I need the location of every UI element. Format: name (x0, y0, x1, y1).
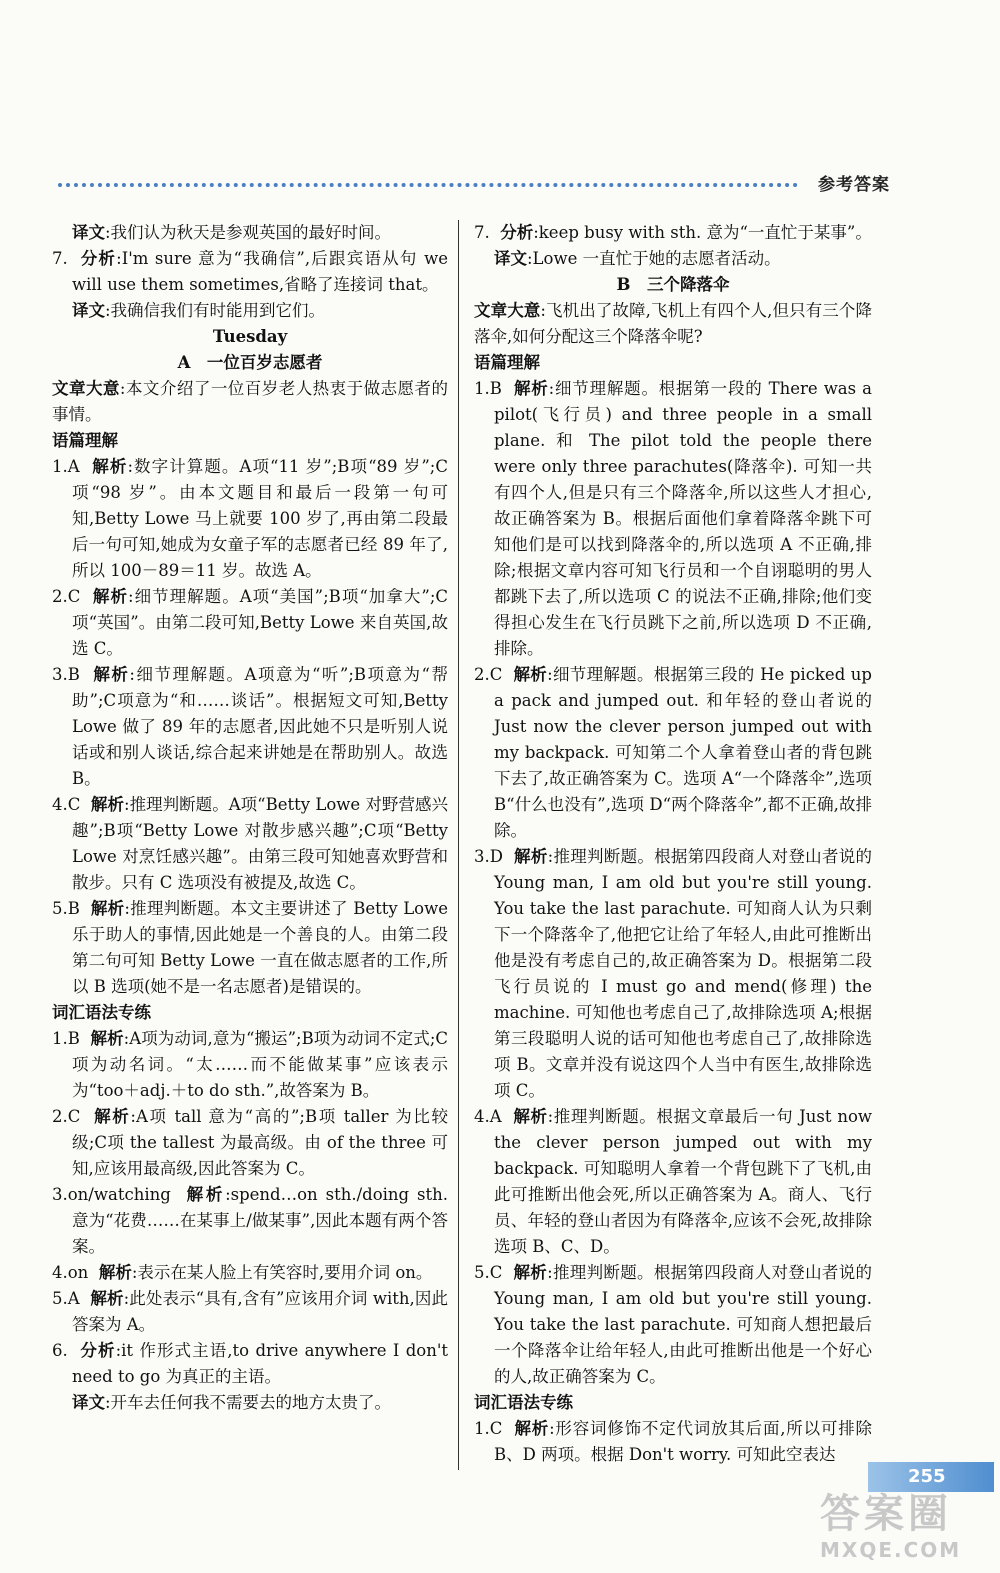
paragraph-text: :开车去任何我不需要去的地方太贵了。 (105, 1393, 392, 1412)
item-number: 4.on (52, 1263, 89, 1282)
paragraph-label: 解析 (513, 1107, 548, 1126)
item-number: 3.B (52, 665, 80, 684)
paragraph-label: 译文 (72, 1393, 105, 1412)
item-number: 4.A (474, 1107, 502, 1126)
paragraph-text: :I'm sure 意为“我确信”,后跟宾语从句 we will use them sometimes,省略了连接词 that。 (72, 249, 448, 294)
paragraph-text: :Lowe 一直忙于她的志愿者活动。 (527, 249, 781, 268)
left-column-paragraph (52, 428, 448, 454)
item-number: 5.B (52, 899, 80, 918)
paragraph-label: 译文 (494, 249, 527, 268)
paragraph-label: 解析 (513, 665, 548, 684)
paragraph-text: :推理判断题。本文主要讲述了 Betty Lowe 乐于助人的事情,因此她是一个善良的人。由第二段第二句可知 Betty Lowe 一直在做志愿者的工作,所以 B 选项(她不是一名志愿者)是错误的。 (72, 899, 448, 996)
left-column-paragraph (52, 1286, 448, 1338)
header-dotted-rule (58, 183, 798, 187)
paragraph-text: :细节理解题。根据第三段的 He picked up a pack and jumped out. 和年轻的登山者说的 Just now the clever person jumped out with my backpack. 可知第二个人拿着登山者的背包跳下去了,故正确答案为 C。选项 A“一个降落伞”,选项 B“什么也没有”,选项 D“两个降落伞”,都不正确,故排除。 (494, 665, 872, 840)
paragraph-label: 解析 (90, 795, 124, 814)
right-column-paragraph (474, 272, 872, 298)
paragraph-text: :飞机出了故障,飞机上有四个人,但只有三个降落伞,如何分配这三个降落伞呢? (474, 301, 872, 346)
paragraph-text: :推理判断题。根据文章最后一句 Just now the clever person jumped out with my backpack. 可知聪明人拿着一个背包跳下了飞机,由此可推断出他会死,所以正确答案为 A。商人、飞行员、年轻的登山者因为有降落伞,应该不会死,故排除选项 B、C、D。 (494, 1107, 873, 1256)
paragraph-text: 语篇理解 (474, 353, 540, 372)
paragraph-label: 分析 (500, 223, 534, 242)
item-number: 1.B (52, 1029, 80, 1048)
left-column-paragraph (52, 662, 448, 792)
right-column-paragraph (474, 1416, 872, 1468)
paragraph-text: 语篇理解 (52, 431, 118, 450)
paragraph-text: :keep busy with sth. 意为“一直忙于某事”。 (533, 223, 872, 242)
paragraph-text: :表示在某人脸上有笑容时,要用介词 on。 (131, 1263, 433, 1282)
paragraph-text: :spend…on sth./doing sth. 意为“花费……在某事上/做某事”,因此本题有两个答案。 (72, 1185, 448, 1256)
left-column-paragraph (52, 246, 448, 298)
right-column-paragraph (474, 220, 872, 246)
watermark-top: 答案圈 (820, 1491, 952, 1537)
paragraph-text: :细节理解题。A项意为“听”;B项意为“帮助”;C项意为“和……谈话”。根据短文可知,Betty Lowe 做了 89 年的志愿者,因此她不只是听别人说话或和别人谈话,综合起来讲她是在帮助别人。故选 B。 (72, 665, 448, 788)
item-number: 1.A (52, 457, 80, 476)
right-column-paragraph (474, 350, 872, 376)
paragraph-text: 词汇语法专练 (52, 1003, 151, 1022)
paragraph-label: 解析 (186, 1185, 226, 1204)
right-column (474, 220, 872, 1468)
paragraph-label: 解析 (98, 1263, 132, 1282)
item-number: 1.C (474, 1419, 503, 1438)
right-column-paragraph (474, 246, 872, 272)
paragraph-text: B 三个降落伞 (616, 275, 730, 294)
paragraph-label: 文章大意 (474, 301, 541, 320)
left-column (52, 220, 448, 1416)
right-column-paragraph (474, 1390, 872, 1416)
header-title: 参考答案 (818, 175, 890, 195)
watermark-logo (820, 1490, 995, 1565)
paragraph-label: 解析 (514, 1419, 550, 1438)
left-column-paragraph (52, 1026, 448, 1104)
paragraph-text: :本文介绍了一位百岁老人热衷于做志愿者的事情。 (52, 379, 449, 424)
paragraph-text: :细节理解题。根据第一段的 There was a pilot(飞行员) and three people in a small plane. 和 The pilot told the people there were only three parachutes(降落伞). 可知一共有四个人,但是只有三个降落伞,所以这些人才担心,故正确答案为 B。根据后面他们拿着降落伞跳下可知他们是可以找到降落伞的,所以选项 A 不正确,排除;根据文章内容可知飞行员和一个自诩聪明的男人都跳下去了,所以选项 C 的说法不正确,排除;他们变得担心发生在飞行员跳下之前,所以选项 D 不正确,排除。 (494, 379, 872, 658)
paragraph-text: :我们认为秋天是参观英国的最好时间。 (105, 223, 392, 242)
item-number: 6. (52, 1341, 68, 1360)
item-number: 5.C (474, 1263, 503, 1282)
item-number: 2.C (474, 665, 503, 684)
paragraph-label: 解析 (513, 1263, 548, 1282)
item-number: 7. (474, 223, 490, 242)
paragraph-text: :细节理解题。A项“美国”;B项“加拿大”;C项“英国”。由第二段可知,Betty Lowe 来自英国,故选 C。 (72, 587, 449, 658)
paragraph-label: 文章大意 (52, 379, 120, 398)
left-column-paragraph (52, 584, 448, 662)
paragraph-label: 解析 (514, 847, 548, 866)
left-column-paragraph (52, 454, 448, 584)
right-column-paragraph (474, 1260, 872, 1390)
right-column-paragraph (474, 1104, 872, 1260)
left-column-paragraph (52, 350, 448, 376)
paragraph-text: :推理判断题。根据第四段商人对登山者说的 Young man, I am old but you're still young. You take the last parachute. 可知商人想把最后一个降落伞让给年轻人,由此可推断出他是一个好心的人,故正确答案为 C。 (494, 1263, 873, 1386)
left-column-paragraph (52, 792, 448, 896)
column-divider (458, 220, 459, 1470)
left-column-paragraph (52, 1104, 448, 1182)
left-column-paragraph (52, 298, 448, 324)
item-number: 3.on/watching (52, 1185, 171, 1204)
left-column-paragraph (52, 324, 448, 350)
paragraph-text: :it 作形式主语,to drive anywhere I don't need to go 为真正的主语。 (72, 1341, 449, 1386)
left-column-paragraph (52, 376, 448, 428)
paragraph-label: 解析 (90, 1029, 124, 1048)
paragraph-text: :A项 tall 意为“高的”;B项 taller 为比较级;C项 the tallest 为最高级。由 of the three 可知,应该用最高级,因此答案为 C。 (72, 1107, 448, 1178)
paragraph-text: 词汇语法专练 (474, 1393, 573, 1412)
paragraph-label: 分析 (80, 1341, 116, 1360)
left-column-paragraph (52, 1260, 448, 1286)
paragraph-label: 解析 (90, 1289, 124, 1308)
left-column-paragraph (52, 1338, 448, 1390)
watermark-bottom: MXQE.COM (820, 1538, 962, 1562)
left-column-paragraph (52, 1000, 448, 1026)
item-number: 4.C (52, 795, 81, 814)
paragraph-text: :形容词修饰不定代词放其后面,所以可排除 B、D 两项。根据 Don't worry. 可知此空表达 (494, 1419, 872, 1464)
item-number: 7. (52, 249, 68, 268)
page-number: 255 (868, 1462, 994, 1492)
paragraph-label: 解析 (90, 899, 125, 918)
paragraph-label: 解析 (93, 665, 130, 684)
right-column-paragraph (474, 844, 872, 1104)
right-column-paragraph (474, 376, 872, 662)
paragraph-text: :数字计算题。A项“11 岁”;B项“89 岁”;C项“98 岁”。由本文题目和最后一段第一句可知,Betty Lowe 马上就要 100 岁了,再由第二段最后一句可知,她成为女童子军的志愿者已经 89 年了,所以 100－89＝11 岁。故选 A。 (72, 457, 448, 580)
paragraph-text: A 一位百岁志愿者 (177, 353, 323, 372)
item-number: 2.C (52, 587, 81, 606)
left-column-paragraph (52, 1390, 448, 1416)
paragraph-text: Tuesday (212, 327, 288, 346)
paragraph-label: 解析 (94, 1107, 131, 1126)
paragraph-label: 分析 (80, 249, 117, 268)
right-column-paragraph (474, 298, 872, 350)
paragraph-label: 译文 (72, 223, 105, 242)
paragraph-text: :推理判断题。根据第四段商人对登山者说的 Young man, I am old but you're still young. You take the last parachute. 可知商人认为只剩下一个降落伞了,他把它让给了年轻人,由此可推断出他是没有考虑自己的,故正确答案为 D。根据第二段飞行员说的 I must go and mend(修理) the machine. 可知他也考虑自己了,故排除选项 A;根据第三段聪明人说的话可知他也考虑自己了,故排除选项 B。文章并没有说这四个人当中有医生,故排除选项 C。 (494, 847, 872, 1100)
left-column-paragraph (52, 896, 448, 1000)
item-number: 5.A (52, 1289, 80, 1308)
item-number: 3.D (474, 847, 503, 866)
paragraph-text: :推理判断题。A项“Betty Lowe 对野营感兴趣”;B项“Betty Lowe 对散步感兴趣”;C项“Betty Lowe 对烹饪感兴趣”。由第三段可知她喜欢野营和散步。只有 C 选项没有被提及,故选 C。 (72, 795, 449, 892)
paragraph-label: 解析 (92, 587, 128, 606)
paragraph-text: :此处表示“具有,含有”应该用介词 with,因此答案为 A。 (72, 1289, 448, 1334)
item-number: 1.B (474, 379, 502, 398)
paragraph-text: :A项为动词,意为“搬运”;B项为动词不定式;C项为动名词。“太……而不能做某事”应该表示为“too＋adj.＋to do sth.”,故答案为 B。 (72, 1029, 448, 1100)
paragraph-label: 解析 (92, 457, 128, 476)
paragraph-label: 译文 (72, 301, 105, 320)
left-column-paragraph (52, 220, 448, 246)
paragraph-label: 解析 (513, 379, 549, 398)
left-column-paragraph (52, 1182, 448, 1260)
paragraph-text: :我确信我们有时能用到它们。 (105, 301, 326, 320)
right-column-paragraph (474, 662, 872, 844)
item-number: 2.C (52, 1107, 81, 1126)
